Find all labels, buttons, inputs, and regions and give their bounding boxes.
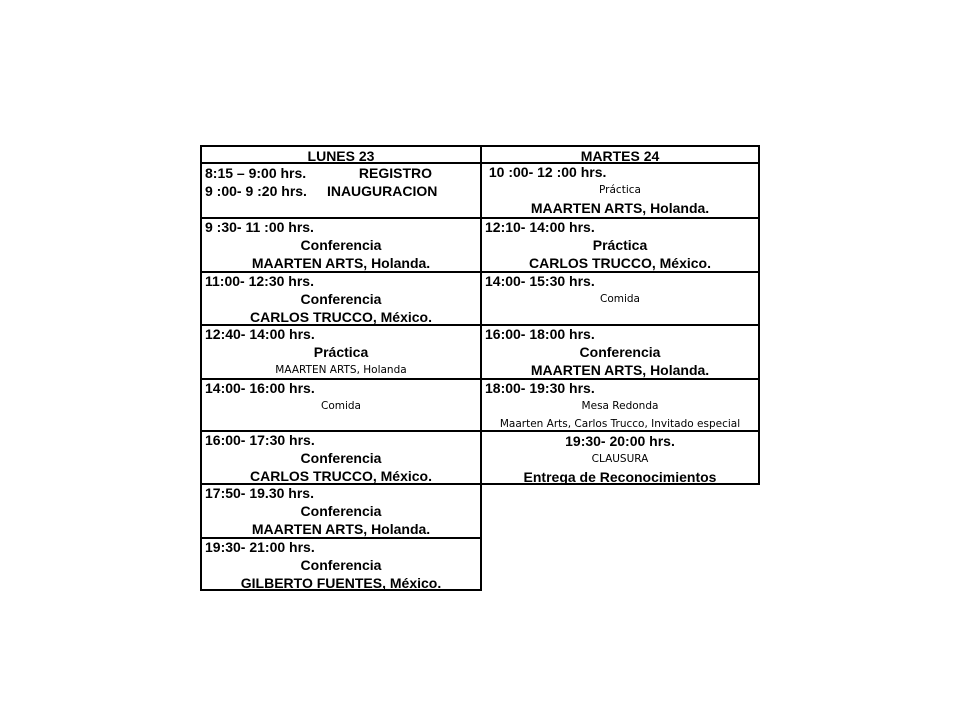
session-detail: GILBERTO FUENTES, México.: [240, 575, 442, 591]
session-detail: Conferencia: [579, 344, 661, 360]
schedule-cell: [200, 324, 482, 380]
session-detail: Práctica: [592, 237, 648, 253]
session-time: 9 :30- 11 :00 hrs.: [205, 219, 314, 235]
session-time: 18:00- 19:30 hrs.: [485, 380, 595, 396]
schedule-cell: [200, 430, 482, 485]
inauguracion-time: 9 :00- 9 :20 hrs.: [205, 183, 307, 199]
session-detail: CARLOS TRUCCO, México.: [528, 255, 711, 271]
session-detail: CARLOS TRUCCO, México.: [249, 468, 432, 484]
session-detail: Comida: [599, 293, 640, 305]
schedule-cell: [480, 217, 760, 273]
session-detail: Entrega de Reconocimientos: [523, 469, 717, 485]
session-detail: Maarten Arts, Carlos Trucco, Invitado especial: [499, 418, 741, 430]
schedule-cell: [480, 378, 760, 432]
schedule-cell: [200, 378, 482, 432]
header-martes: MARTES 24: [480, 145, 760, 164]
session-detail: Conferencia: [300, 557, 382, 573]
session-time: 19:30- 20:00 hrs.: [565, 433, 675, 449]
session-time: 16:00- 17:30 hrs.: [205, 432, 315, 448]
schedule-cell: [200, 483, 482, 539]
schedule-cell: [480, 162, 760, 219]
session-time: 16:00- 18:00 hrs.: [485, 326, 595, 342]
schedule-cell: [200, 217, 482, 273]
schedule-cell: [200, 537, 482, 591]
session-time: 14:00- 16:00 hrs.: [205, 380, 315, 396]
schedule-cell: [200, 162, 482, 219]
session-detail: MAARTEN ARTS, Holanda.: [530, 200, 710, 216]
session-detail: Conferencia: [300, 450, 382, 466]
session-time: 12:10- 14:00 hrs.: [485, 219, 595, 235]
session-detail: MAARTEN ARTS, Holanda.: [251, 521, 431, 537]
session-detail: MAARTEN ARTS, Holanda: [275, 364, 407, 376]
session-time: 19:30- 21:00 hrs.: [205, 539, 315, 555]
header-lunes: LUNES 23: [200, 145, 482, 164]
schedule-cell: [480, 324, 760, 380]
schedule-cell: [200, 271, 482, 326]
session-detail: Mesa Redonda: [581, 400, 659, 412]
registro-label: REGISTRO: [358, 165, 432, 181]
session-detail: Práctica: [313, 344, 369, 360]
session-detail: MAARTEN ARTS, Holanda.: [530, 362, 710, 378]
session-detail: Comida: [320, 400, 361, 412]
session-time: 14:00- 15:30 hrs.: [485, 273, 595, 289]
schedule-cell: [480, 430, 760, 485]
schedule-cell: [480, 271, 760, 326]
session-detail: CARLOS TRUCCO, México.: [249, 309, 432, 325]
session-detail: MAARTEN ARTS, Holanda.: [251, 255, 431, 271]
registro-line: [202, 164, 480, 182]
session-detail: Práctica: [599, 184, 641, 196]
session-detail: Conferencia: [300, 291, 382, 307]
inauguracion-label: INAUGURACION: [326, 183, 438, 199]
session-time: 11:00- 12:30 hrs.: [205, 273, 314, 289]
registro-time: 8:15 – 9:00 hrs.: [205, 165, 307, 181]
session-time: 17:50- 19.30 hrs.: [205, 485, 314, 501]
session-detail: Conferencia: [300, 503, 382, 519]
inauguracion-line: [202, 182, 480, 200]
session-detail: CLAUSURA: [591, 453, 649, 465]
session-time: 12:40- 14:00 hrs.: [205, 326, 315, 342]
session-time: 10 :00- 12 :00 hrs.: [485, 164, 607, 180]
session-detail: Conferencia: [300, 237, 382, 253]
